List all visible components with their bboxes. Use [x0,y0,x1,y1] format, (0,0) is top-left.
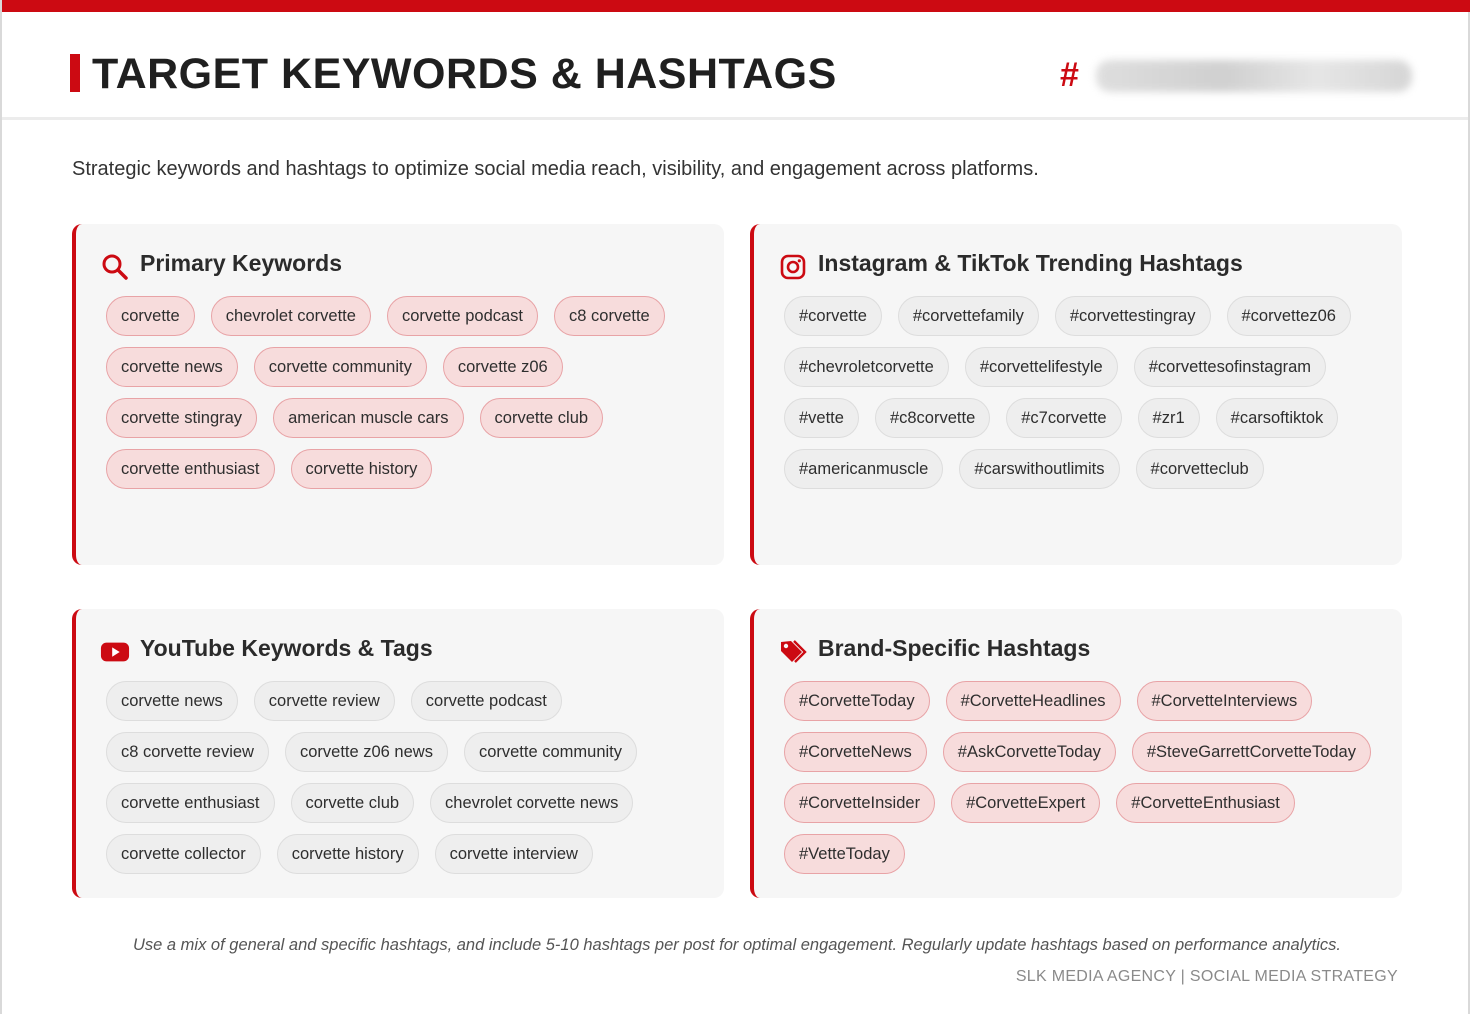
tag-pill: corvette stingray [106,398,257,438]
page-title: TARGET KEYWORDS & HASHTAGS [92,50,837,98]
tag-pill: corvette history [277,834,419,874]
tag-pill: corvette news [106,681,238,721]
header [2,12,1468,120]
hash-icon: # [1060,56,1079,94]
tag-pill: corvette community [254,347,427,387]
tag-pill: #CorvetteInsider [784,783,935,823]
search-icon [100,252,130,282]
tag-pill: #CorvetteEnthusiast [1116,783,1295,823]
instagram-tiktok-card [750,224,1402,565]
youtube-keywords-card [72,609,724,898]
tag-pill: chevrolet corvette news [430,783,633,823]
tag-pill: #CorvetteExpert [951,783,1100,823]
tag-pill: american muscle cars [273,398,463,438]
tag-pill: corvette club [480,398,604,438]
tag-pill: corvette interview [435,834,593,874]
tag-pill: corvette z06 news [285,732,448,772]
tag-list [784,681,1378,874]
tag-pill: #zr1 [1138,398,1200,438]
tag-pill: #corvette [784,296,882,336]
card-title: Instagram & TikTok Trending Hashtags [818,249,1243,276]
card-title: Brand-Specific Hashtags [818,634,1091,661]
redacted-handle [1096,60,1412,92]
tag-pill: #CorvetteHeadlines [946,681,1121,721]
tag-pill: corvette enthusiast [106,783,275,823]
tag-pill: #SteveGarrettCorvetteToday [1132,732,1371,772]
tag-pill: corvette z06 [443,347,563,387]
tag-pill: #chevroletcorvette [784,347,949,387]
tag-pill: corvette podcast [387,296,538,336]
card-header [100,244,342,282]
tag-pill: #corvettestingray [1055,296,1211,336]
tag-pill: #c8corvette [875,398,990,438]
tag-pill: #carswithoutlimits [959,449,1119,489]
intro-text: Strategic keywords and hashtags to optimize social media reach, visibility, and engagement across platforms. [72,158,1039,180]
tag-pill: corvette podcast [411,681,562,721]
tag-pill: chevrolet corvette [211,296,371,336]
footer-brand: SLK MEDIA AGENCY | SOCIAL MEDIA STRATEGY [1015,968,1398,985]
tag-list [784,296,1378,489]
tag-pill: #corvettelifestyle [965,347,1118,387]
tag-pill: #corvettefamily [898,296,1039,336]
tag-pill: #vette [784,398,859,438]
tag-pill: #CorvetteToday [784,681,930,721]
tag-pill: #corvettez06 [1227,296,1351,336]
tag-pill: #americanmuscle [784,449,943,489]
tag-pill: c8 corvette [554,296,665,336]
tag-pill: #corvettesofinstagram [1134,347,1326,387]
tag-pill: #VetteToday [784,834,905,874]
tag-pill: #c7corvette [1006,398,1121,438]
youtube-icon [100,637,130,667]
footnote: Use a mix of general and specific hashtags, and include 5-10 hashtags per post for optimal engagement. Regularly update hashtags based on performance analytics. [133,936,1341,954]
tag-pill: corvette news [106,347,238,387]
tag-pill: #corvetteclub [1136,449,1264,489]
card-header [100,629,433,667]
card-header [778,244,1243,282]
card-header [778,629,1090,667]
tag-list [106,296,700,489]
brand-hashtags-card [750,609,1402,898]
tag-pill: c8 corvette review [106,732,269,772]
instagram-icon [778,252,808,282]
tag-pill: corvette history [291,449,433,489]
tag-pill: corvette community [464,732,637,772]
tag-pill: corvette club [291,783,415,823]
primary-keywords-card [72,224,724,565]
tag-pill: corvette review [254,681,395,721]
tag-pill: corvette collector [106,834,261,874]
tag-pill: corvette [106,296,195,336]
tag-pill: corvette enthusiast [106,449,275,489]
tag-pill: #carsoftiktok [1216,398,1339,438]
tag-pill: #CorvetteNews [784,732,927,772]
tag-list [106,681,700,874]
tag-pill: #AskCorvetteToday [943,732,1116,772]
tags-icon [778,637,808,667]
top-accent-bar [2,0,1470,12]
title-accent-bar [70,54,80,92]
card-title: YouTube Keywords & Tags [140,634,433,661]
tag-pill: #CorvetteInterviews [1137,681,1313,721]
card-title: Primary Keywords [140,249,342,276]
